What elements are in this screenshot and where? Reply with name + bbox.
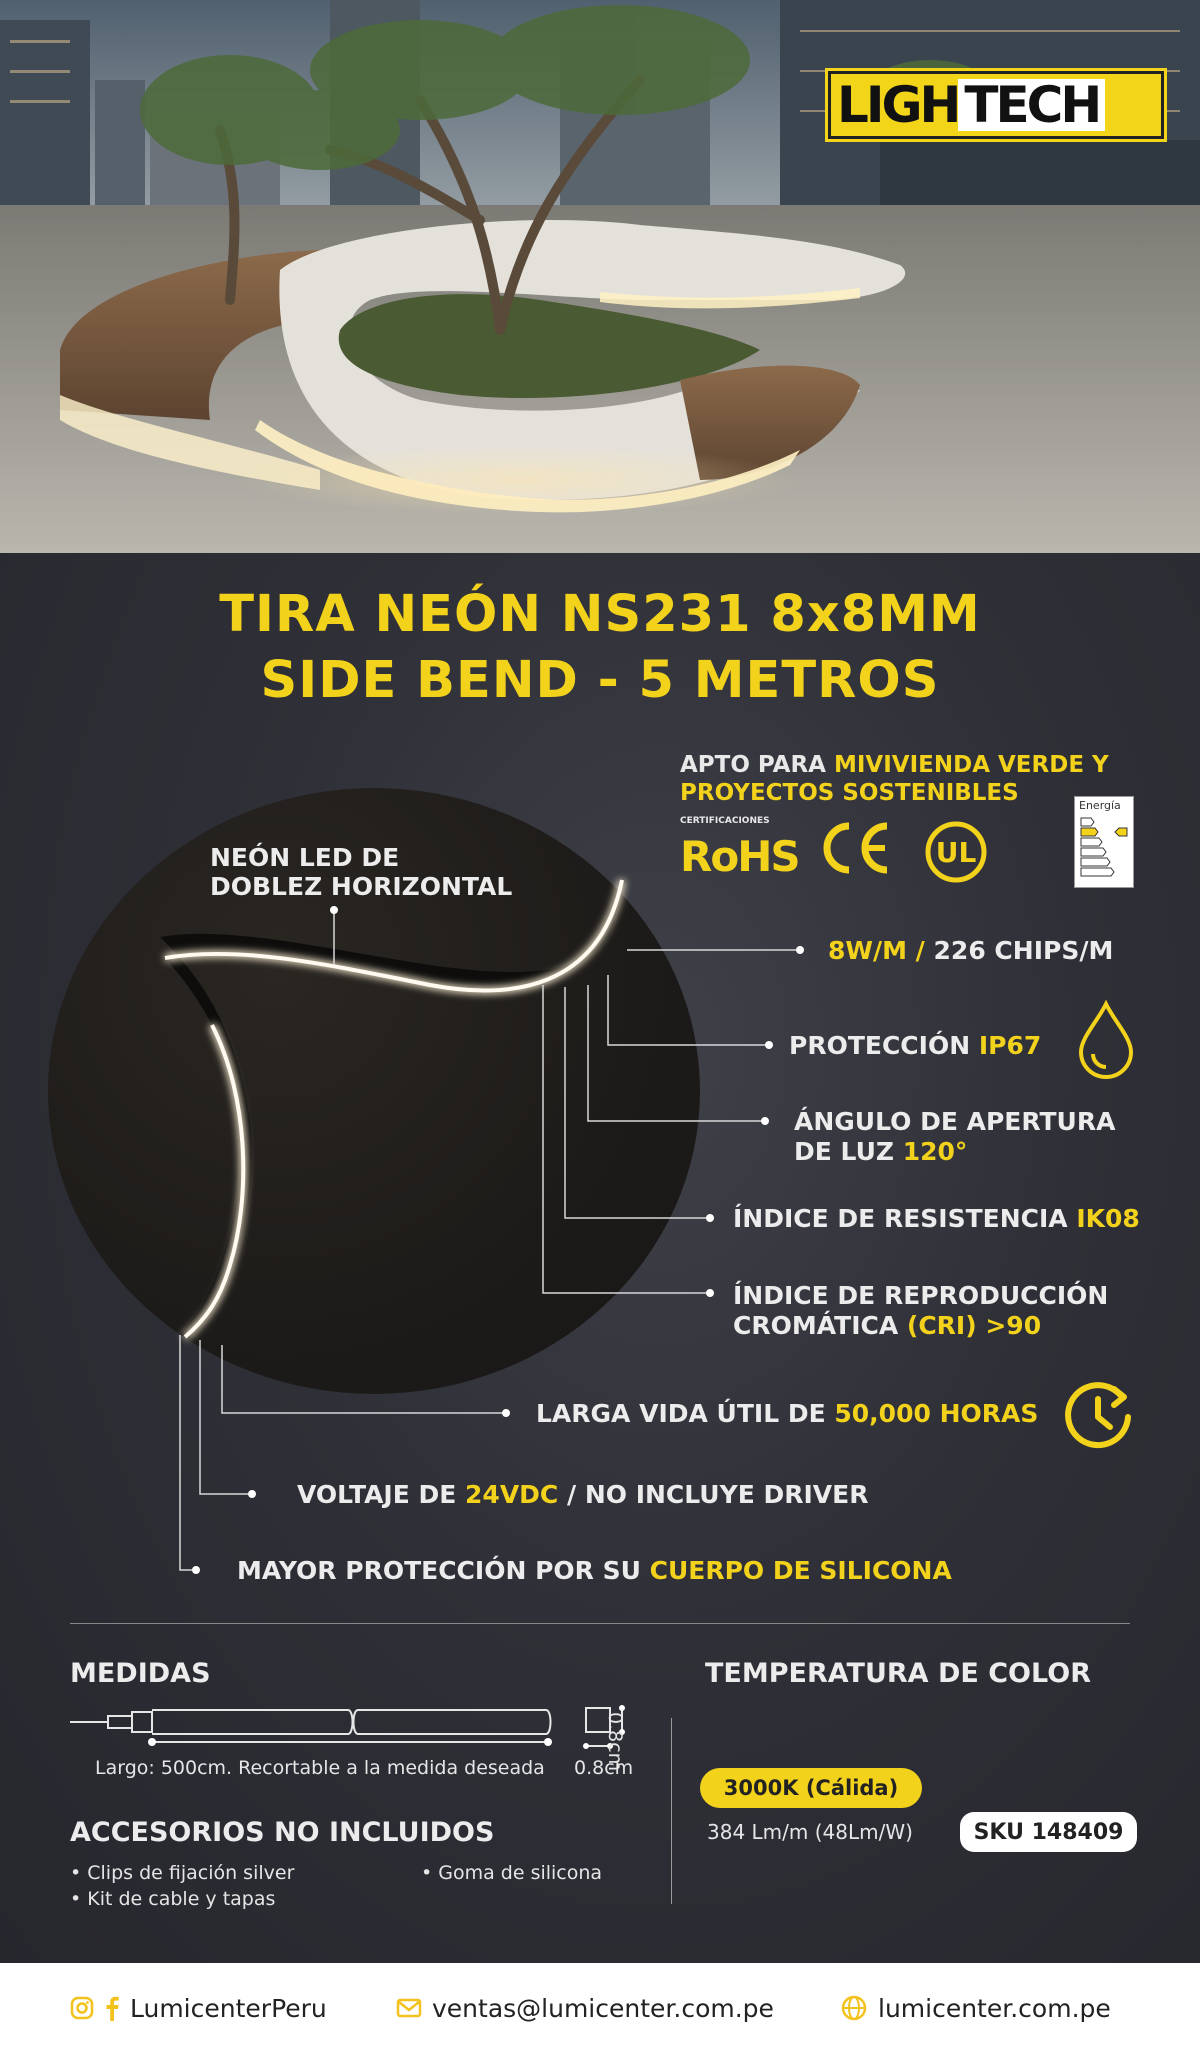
spec-life: [536, 1399, 1038, 1429]
neon-led-label: [210, 843, 512, 901]
spec-power: [828, 936, 1113, 966]
spec-voltage-note: / NO INCLUYE DRIVER: [558, 1480, 869, 1509]
spec-angle-line-2: DE LUZ: [794, 1137, 903, 1166]
email-link[interactable]: [396, 1990, 774, 2026]
strip-dimension-drawing: [68, 1704, 658, 1760]
spec-power-chips: 226 CHIPS/M: [924, 936, 1114, 965]
clock-history-icon: [1058, 1375, 1138, 1455]
height-text: 0.8cm: [604, 1712, 626, 1772]
cct-badge: 3000K (Cálida): [700, 1768, 922, 1808]
instagram-icon: [70, 1996, 94, 2020]
spec-ik: [733, 1204, 1140, 1234]
spec-angle: [794, 1107, 1115, 1167]
spec-voltage: [297, 1480, 868, 1510]
spec-silicone-label: MAYOR PROTECCIÓN POR SU: [237, 1556, 650, 1585]
spec-silicone-value: CUERPO DE SILICONA: [649, 1556, 952, 1585]
sku-badge: SKU 148409: [960, 1812, 1137, 1852]
vertical-divider: [671, 1718, 672, 1904]
ul-mark-text: UL: [935, 836, 977, 869]
width-text: 0.8cm: [574, 1757, 634, 1779]
spec-life-label: LARGA VIDA ÚTIL DE: [536, 1399, 835, 1428]
section-divider: [70, 1623, 1130, 1624]
mail-icon: [396, 1998, 422, 2018]
email-address: ventas@lumicenter.com.pe: [432, 1993, 774, 2023]
rohs-mark: RoHS: [680, 832, 799, 881]
temperatura-title: TEMPERATURA DE COLOR: [705, 1658, 1091, 1689]
spec-protection-label: PROTECCIÓN: [789, 1031, 979, 1060]
spec-cri-line-1: ÍNDICE DE REPRODUCCIÓN: [733, 1281, 1109, 1310]
spec-protection-value: IP67: [978, 1031, 1042, 1060]
website-url: lumicenter.com.pe: [878, 1993, 1111, 2023]
logo-text-light: TECH: [958, 79, 1105, 131]
spec-power-watts: 8W/M /: [828, 936, 925, 965]
lumens-text: 384 Lm/m (48Lm/W): [707, 1820, 913, 1844]
logo-text-dark: LIGH: [837, 76, 959, 134]
spec-cri-line-2: CROMÁTICA: [733, 1311, 907, 1340]
spec-life-value: 50,000 HORAS: [834, 1399, 1039, 1428]
social-link[interactable]: [70, 1990, 327, 2026]
apto-prefix: APTO PARA: [680, 752, 834, 778]
spec-ik-value: IK08: [1076, 1204, 1140, 1233]
social-handle: LumicenterPeru: [130, 1993, 327, 2023]
apto-highlight-2: PROYECTOS SOSTENIBLES: [680, 780, 1019, 806]
globe-icon: [840, 1994, 868, 2022]
medidas-title: MEDIDAS: [70, 1658, 211, 1689]
energy-label-title: Energía: [1079, 799, 1121, 812]
accesorios-title: ACCESORIOS NO INCLUIDOS: [70, 1817, 495, 1848]
largo-text: Largo: 500cm. Recortable a la medida deseada: [95, 1757, 545, 1779]
neon-label-line-1: NEÓN LED DE: [210, 843, 400, 872]
apto-highlight-1: MIVIVIENDA VERDE Y: [833, 752, 1109, 778]
accesorio-item: • Goma de silicona: [421, 1862, 603, 1884]
spec-cri-value: (CRI) >90: [906, 1311, 1042, 1340]
neon-label-line-2: DOBLEZ HORIZONTAL: [210, 872, 513, 901]
accesorio-item: • Clips de fijación silver: [70, 1862, 295, 1884]
spec-voltage-value: 24VDC: [465, 1480, 559, 1509]
spec-silicone: [237, 1556, 952, 1586]
spec-protection: [789, 1031, 1041, 1061]
spec-angle-value: 120°: [902, 1137, 968, 1166]
spec-angle-line-1: ÁNGULO DE APERTURA: [794, 1107, 1116, 1136]
facebook-icon: [104, 1995, 120, 2021]
title-line-1: TIRA NEÓN NS231 8x8MM: [219, 585, 981, 644]
title-line-2: SIDE BEND - 5 METROS: [260, 651, 940, 710]
spec-voltage-label: VOLTAJE DE: [297, 1480, 466, 1509]
spec-ik-label: ÍNDICE DE RESISTENCIA: [733, 1204, 1077, 1233]
certificaciones-label: CERTIFICACIONES: [680, 816, 770, 826]
spec-cri: [733, 1281, 1108, 1341]
water-drop-icon: [1075, 1000, 1137, 1080]
website-link[interactable]: [840, 1990, 1111, 2026]
accesorio-item: • Kit de cable y tapas: [70, 1888, 276, 1910]
